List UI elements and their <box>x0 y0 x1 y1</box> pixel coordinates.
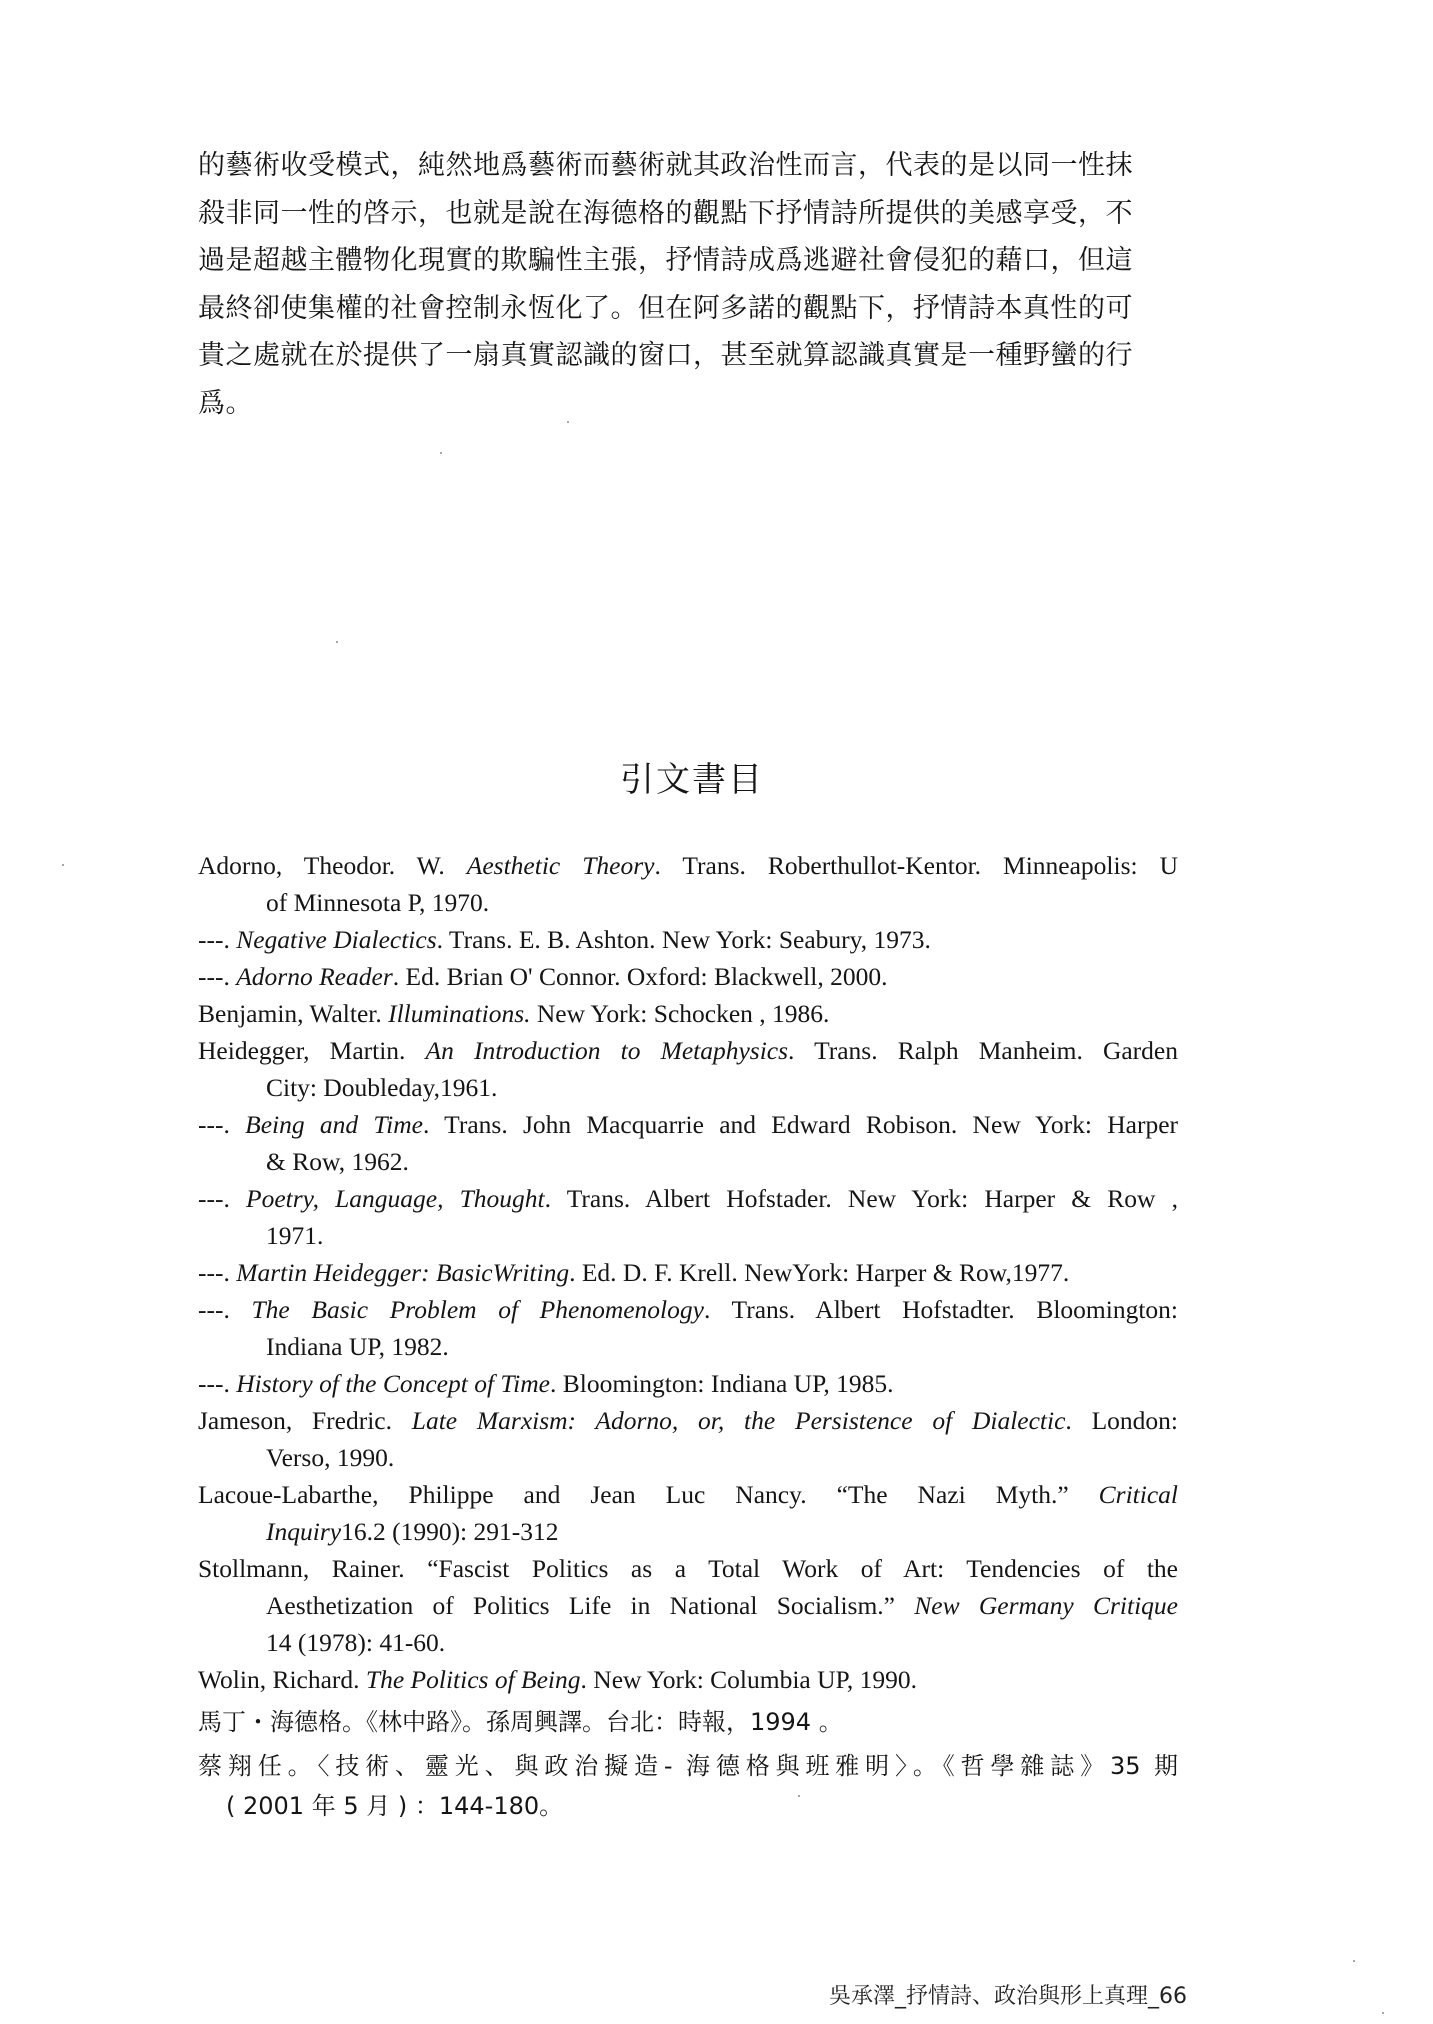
work-title: Late Marxism: Adorno, or, the Persistence of Dialectic <box>411 1406 1066 1435</box>
work-title: Being and Time <box>245 1110 423 1139</box>
page-footer: 吳承澤_抒情詩、政治與形上真理_66 <box>829 1984 1187 2009</box>
bibliography-entry <box>198 1661 1178 1698</box>
scan-speck <box>440 452 442 454</box>
entry-continuation: 14 (1978): 41-60. <box>266 1628 446 1657</box>
entry-continuation: ( 2001 年 5 月 ) ：144-180。 <box>226 1792 564 1820</box>
bibliography-entry <box>198 921 1178 958</box>
scan-speck <box>1353 1960 1355 1962</box>
paragraph-line: 貴之處就在於提供了一扇真實認識的窗口，甚至就算認識真實是一種野蠻的行 <box>198 340 1133 371</box>
work-title: Poetry, Language, Thought <box>246 1184 545 1213</box>
body-paragraph <box>198 142 1188 427</box>
entry-first-line: 馬丁・海德格。《林中路》。孫周興譯。台北：時報，1994 。 <box>198 1708 843 1736</box>
work-title: Inquiry <box>266 1517 342 1546</box>
entry-first-line: Heidegger, Martin. An Introduction to Metaphysics. Trans. Ralph Manheim. Garden <box>198 1036 1178 1065</box>
scan-speck <box>567 421 569 423</box>
bibliography-entry <box>198 1254 1178 1291</box>
entry-first-line: Lacoue-Labarthe, Philippe and Jean Luc Nancy. “The Nazi Myth.” Critical <box>198 1480 1178 1509</box>
entry-continuation: & Row, 1962. <box>266 1147 409 1176</box>
entry-first-line: ---. Negative Dialectics. Trans. E. B. Ashton. New York: Seabury, 1973. <box>198 925 931 954</box>
entry-continuation: Inquiry16.2 (1990): 291-312 <box>266 1517 559 1546</box>
entry-first-line: Stollmann, Rainer. “Fascist Politics as a Total Work of Art: Tendencies of the <box>198 1554 1178 1583</box>
entry-continuation: Aesthetization of Politics Life in National Socialism.” New Germany Critique <box>266 1591 1178 1620</box>
entry-first-line: Wolin, Richard. The Politics of Being. New York: Columbia UP, 1990. <box>198 1665 918 1694</box>
bibliography-entry <box>198 1291 1178 1365</box>
paragraph-line: 的藝術收受模式，純然地爲藝術而藝術就其政治性而言，代表的是以同一性抹 <box>198 150 1133 181</box>
scan-speck <box>798 1795 800 1797</box>
entry-first-line: ---. Being and Time. Trans. John Macquarrie and Edward Robison. New York: Harper <box>198 1110 1179 1139</box>
bibliography-entry <box>198 1476 1178 1550</box>
entry-continuation: City: Doubleday,1961. <box>266 1073 498 1102</box>
entry-first-line: ---. The Basic Problem of Phenomenology. Trans. Albert Hofstadter. Bloomington: <box>198 1295 1179 1324</box>
bibliography-entry <box>198 1106 1178 1180</box>
bibliography-entry <box>198 1180 1178 1254</box>
entry-first-line: Adorno, Theodor. W. Aesthetic Theory. Trans. Roberthullot-Kentor. Minneapolis: U <box>198 851 1178 880</box>
bibliography-entry <box>198 995 1178 1032</box>
work-title: History of the Concept of Time <box>236 1369 551 1398</box>
bibliography-entry <box>198 1702 1178 1742</box>
entry-first-line: ---. Poetry, Language, Thought. Trans. Albert Hofstader. New York: Harper & Row , <box>198 1184 1178 1213</box>
work-title: The Basic Problem of Phenomenology <box>251 1295 704 1324</box>
bibliography-heading: 引文書目 <box>620 760 764 800</box>
scan-speck <box>336 641 338 643</box>
entry-continuation: 1971. <box>266 1221 324 1250</box>
work-title: Adorno Reader <box>236 962 393 991</box>
bibliography-entry <box>198 1746 1178 1826</box>
work-title: New Germany Critique <box>914 1591 1178 1620</box>
paragraph-line: 殺非同一性的啓示，也就是說在海德格的觀點下抒情詩所提供的美感享受，不 <box>198 197 1133 229</box>
entry-continuation: Verso, 1990. <box>266 1443 395 1472</box>
work-title: Negative Dialectics <box>236 925 437 954</box>
entry-first-line: 蔡翔任。〈技術、靈光、與政治擬造- 海德格與班雅明〉。《哲學雜誌》35 期 <box>198 1752 1178 1780</box>
work-title: Illuminations. <box>388 999 531 1028</box>
entry-continuation: Indiana UP, 1982. <box>266 1332 449 1361</box>
entry-first-line: Jameson, Fredric. Late Marxism: Adorno, or, the Persistence of Dialectic. London: <box>198 1406 1178 1435</box>
bibliography-entry <box>198 1365 1178 1402</box>
entry-first-line: ---. Martin Heidegger: BasicWriting. Ed. D. F. Krell. NewYork: Harper & Row,1977. <box>198 1258 1070 1287</box>
entry-continuation: of Minnesota P, 1970. <box>266 888 490 917</box>
paragraph-line: 最終卻使集權的社會控制永恆化了。但在阿多諾的觀點下，抒情詩本真性的可 <box>198 292 1133 324</box>
bibliography-entry <box>198 1550 1178 1661</box>
scan-speck <box>1382 2012 1384 2014</box>
paragraph-line: 爲。 <box>198 387 253 419</box>
work-title: Aesthetic Theory <box>466 851 655 880</box>
entry-first-line: ---. History of the Concept of Time. Bloomington: Indiana UP, 1985. <box>198 1369 894 1398</box>
work-title: An Introduction to Metaphysics <box>425 1036 789 1065</box>
work-title: Critical <box>1098 1480 1178 1509</box>
entry-first-line: Benjamin, Walter. Illuminations. New York: Schocken , 1986. <box>198 999 830 1028</box>
bibliography-entry <box>198 1402 1178 1476</box>
bibliography-list <box>198 847 1178 1826</box>
entry-first-line: ---. Adorno Reader. Ed. Brian O' Connor. Oxford: Blackwell, 2000. <box>198 962 888 991</box>
scan-speck <box>62 864 64 866</box>
bibliography-entry <box>198 847 1178 921</box>
bibliography-entry <box>198 1032 1178 1106</box>
bibliography-entry <box>198 958 1178 995</box>
work-title: Martin Heidegger: BasicWriting <box>236 1258 570 1287</box>
work-title: The Politics of Being <box>365 1665 581 1694</box>
paragraph-line: 過是超越主體物化現實的欺騙性主張，抒情詩成爲逃避社會侵犯的藉口，但這 <box>198 245 1133 276</box>
